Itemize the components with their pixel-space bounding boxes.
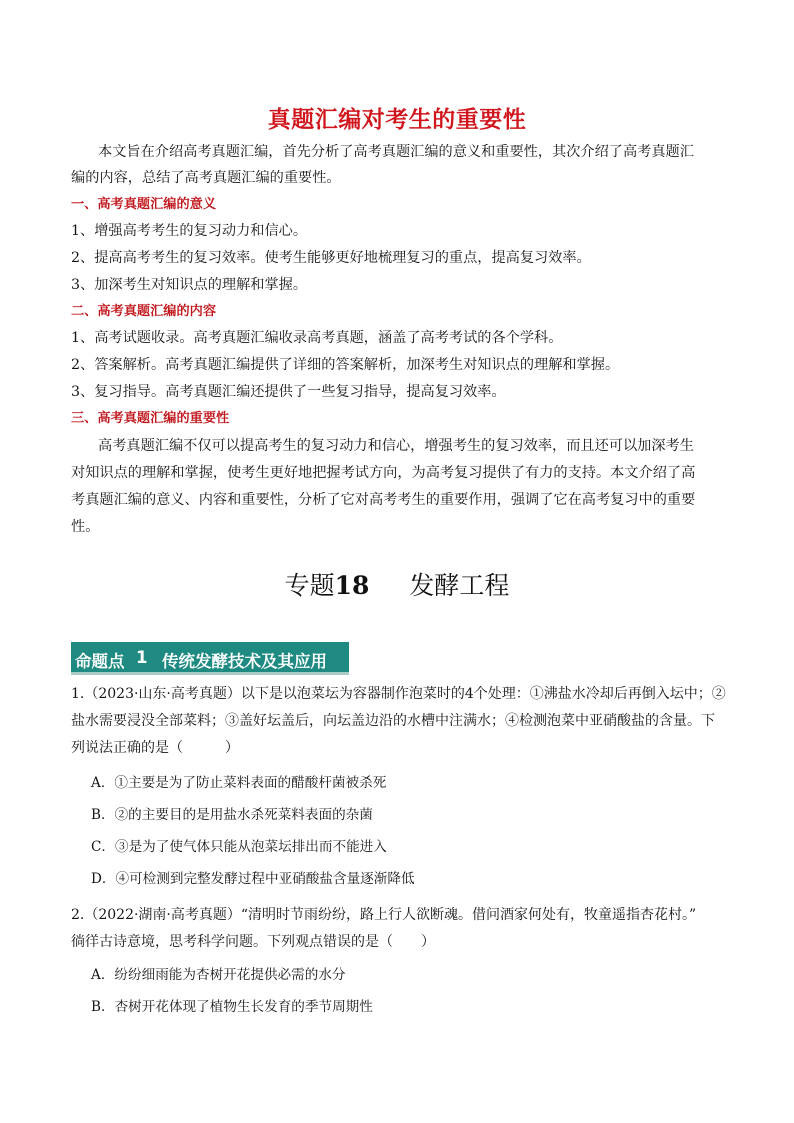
section-2-item-3: 3、复习指导。高考真题汇编还提供了一些复习指导，提高复习效率。 (71, 384, 506, 400)
section-heading-2: 二、高考真题汇编的内容 (71, 304, 217, 319)
topic-number: 18 (334, 571, 370, 600)
question-1-option-c: C．③是为了使气体只能从泡菜坛排出而不能进入 (91, 839, 387, 855)
question-1-line-1: 1.（2023·山东·高考真题）以下是以泡菜坛为容器制作泡菜时的4个处理：①沸盐水冷却后再倒入坛中；② (71, 686, 726, 702)
topic-name: 发酵工程 (409, 571, 510, 600)
proposition-point-label: 命题点 (75, 652, 125, 671)
proposition-point-title: 传统发酵技术及其应用 (162, 652, 327, 671)
question-1-line-2: 盐水需要浸没全部菜料；③盖好坛盖后，向坛盖边沿的水槽中注满水；④检测泡菜中亚硝酸盐的含量。下 (71, 713, 715, 729)
question-2-option-b: B．杏树开花体现了植物生长发育的季节周期性 (91, 999, 373, 1015)
page-title: 真题汇编对考生的重要性 (267, 107, 527, 133)
proposition-point-number: 1 (136, 648, 148, 667)
section-2-item-2: 2、答案解析。高考真题汇编提供了详细的答案解析，加深考生对知识点的理解和掌握。 (71, 357, 620, 373)
section-heading-3: 三、高考真题汇编的重要性 (71, 411, 230, 426)
section-2-item-1: 1、高考试题收录。高考真题汇编收录高考真题，涵盖了高考考试的各个学科。 (71, 330, 563, 346)
intro-line-2: 编的内容，总结了高考真题汇编的重要性。 (71, 170, 341, 186)
question-2-option-a: A．纷纷细雨能为杏树开花提供必需的水分 (91, 967, 346, 983)
section-1-item-1: 1、增强高考考生的复习动力和信心。 (71, 223, 308, 239)
section-3-para-line-4: 性。 (71, 519, 100, 535)
section-heading-1: 一、高考真题汇编的意义 (71, 197, 217, 212)
question-2-line-2: 徜徉古诗意境，思考科学问题。下列观点错误的是（ ） (71, 934, 435, 950)
section-1-item-3: 3、加深考生对知识点的理解和掌握。 (71, 277, 308, 293)
section-3-para-line-2: 对知识点的理解和掌握，使考生更好地把握考试方向，为高考复习提供了有力的支持。本文介绍了高 (71, 465, 696, 481)
section-3-para-line-3: 考真题汇编的意义、内容和重要性，分析了它对高考考生的重要作用，强调了它在高考复习中的重要 (71, 492, 696, 508)
intro-line-1: 本文旨在介绍高考真题汇编，首先分析了高考真题汇编的意义和重要性，其次介绍了高考真题汇 (98, 144, 694, 160)
question-2-line-1: 2.（2022·湖南·高考真题）“清明时节雨纷纷，路上行人欲断魂。借问酒家何处有，牧童遥指杏花村。” (71, 907, 697, 923)
topic-heading (0, 566, 794, 602)
question-1-line-3: 列说法正确的是（ ） (71, 740, 239, 756)
question-1-option-d: D．④可检测到完整发酵过程中亚硝酸盐含量逐渐降低 (91, 871, 415, 887)
question-1-option-b: B．②的主要目的是用盐水杀死菜料表面的杂菌 (91, 807, 373, 823)
question-1-option-a: A．①主要是为了防止菜料表面的醋酸杆菌被杀死 (91, 775, 387, 791)
section-1-item-2: 2、提高高考考生的复习效率。使考生能够更好地梳理复习的重点，提高复习效率。 (71, 250, 591, 266)
topic-label: 专题 (284, 571, 335, 600)
section-3-para-line-1: 高考真题汇编不仅可以提高考生的复习动力和信心，增强考生的复习效率，而且还可以加深考生 (98, 438, 694, 454)
